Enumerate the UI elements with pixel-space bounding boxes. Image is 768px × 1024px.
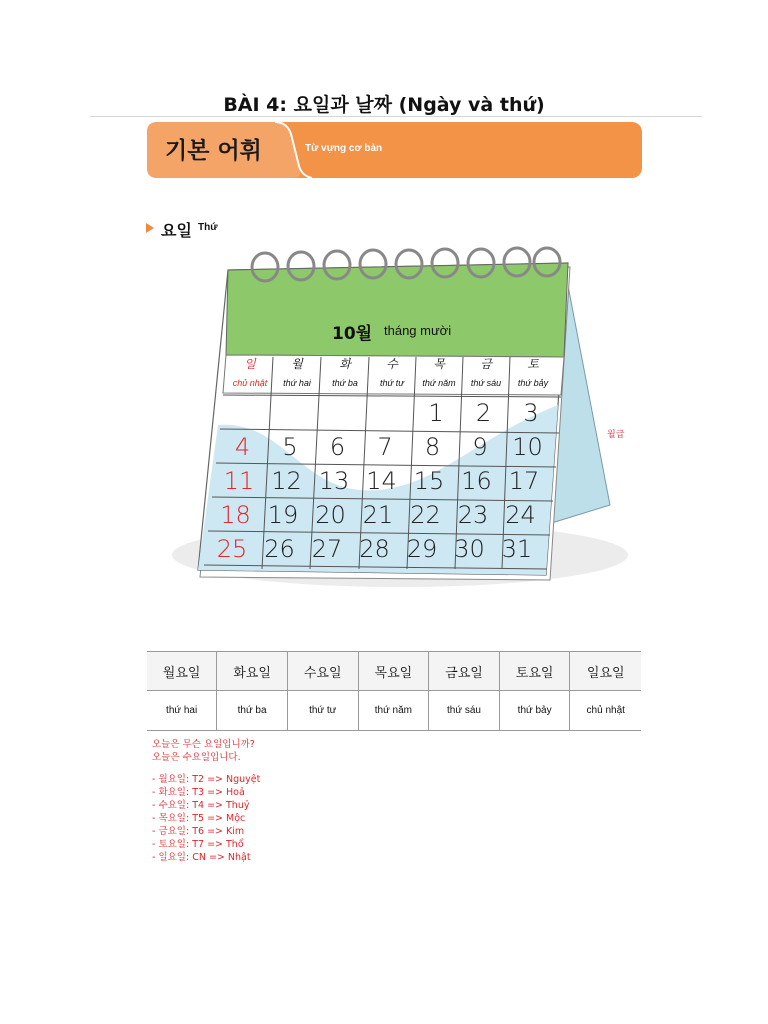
calendar-weekday-vi: thứ bảy [517,378,549,388]
table-cell-ko: 화요일 [217,652,288,691]
desk-calendar [170,245,640,595]
side-label: 월급 [607,430,625,440]
banner-subtitle: Từ vựng cơ bản [305,143,383,154]
calendar-weekday-ko: 일 [244,357,256,371]
calendar-weekday [322,355,368,388]
calendar-weekday-ko: 목 [433,357,445,371]
calendar-weekday-ko: 수 [386,357,398,371]
table-cell-ko: 목요일 [358,652,429,691]
calendar-day: 29 [406,535,438,563]
note-list-item: - 금요일: T6 => Kim [152,826,245,837]
calendar-weekday [416,355,462,388]
table-cell-ko: 수요일 [287,652,358,691]
calendar-weekday [369,355,415,388]
page-title: BÀI 4: 요일과 날짜 (Ngày và thứ) [223,94,545,116]
calendar-day: 4 [234,433,251,461]
banner-title: 기본 어휘 [165,138,262,164]
title-divider [90,116,702,117]
triangle-bullet-icon [146,223,154,233]
calendar-weekday-ko: 토 [527,357,539,371]
calendar-day: 9 [472,433,488,461]
calendar-day: 12 [271,467,302,495]
calendar-day: 8 [424,433,441,461]
calendar-weekday-vi: thứ tư [380,378,404,388]
note-question: 오늘은 무슨 요일입니까? [152,739,255,750]
calendar-day: 16 [461,467,492,495]
calendar-day: 22 [410,501,441,529]
table-cell-vi: chủ nhật [570,691,641,731]
calendar-day: 6 [329,433,346,461]
calendar-day: 31 [501,535,533,563]
calendar-weekday-vi: thứ sáu [470,378,502,388]
calendar-day: 13 [318,467,350,495]
calendar-day: 23 [457,501,489,529]
table-row-vietnamese [147,691,641,731]
calendar-day: 19 [267,501,299,529]
calendar-weekday-ko: 금 [480,357,492,371]
calendar-day: 20 [315,501,346,529]
table-cell-ko: 일요일 [570,652,641,691]
calendar-day: 15 [413,467,445,495]
calendar-weekday-vi: thứ năm [422,378,456,388]
vocab-banner [147,122,642,178]
table-cell-vi: thứ năm [358,691,429,731]
note-list-item: - 일요일: CN => Nhật [152,852,251,863]
calendar-day: 21 [362,501,394,529]
calendar-day: 28 [359,535,390,563]
table-cell-vi: thứ sáu [429,691,500,731]
calendar-day: 17 [508,467,540,495]
calendar-day: 5 [282,433,298,461]
calendar-day: 18 [220,501,251,529]
calendar-weekday [274,355,320,388]
table-cell-vi: thứ tư [287,691,358,731]
section-title-vi: Thứ [198,222,218,233]
section-title-ko: 요일 [161,221,192,240]
table-cell-vi: thứ bảy [499,691,570,731]
calendar-day: 27 [311,535,343,563]
calendar-day: 30 [454,535,485,563]
table-cell-ko: 월요일 [147,652,217,691]
calendar-weekday-ko: 화 [339,357,351,371]
note-list-item: - 토요일: T7 => Thổ [152,839,244,850]
weekday-table [147,651,641,731]
table-cell-ko: 토요일 [499,652,570,691]
calendar-month-ko: 10월 [332,324,373,344]
calendar-weekday [510,355,556,388]
calendar-weekday-ko: 월 [291,357,303,371]
table-cell-ko: 금요일 [429,652,500,691]
calendar-day: 14 [366,467,397,495]
calendar-weekday [463,355,509,388]
table-cell-vi: thứ hai [147,691,217,731]
calendar-day: 26 [264,535,295,563]
note-list [152,773,260,864]
calendar-day: 10 [512,433,543,461]
calendar-day: 24 [505,501,536,529]
calendar-weekday-vi: thứ hai [283,378,311,388]
note-list-item: - 수요일: T4 => Thuỷ [152,800,250,811]
calendar-month-vi: tháng mười [384,323,452,338]
table-row-korean [147,652,641,691]
note-answer: 오늘은 수요일입니다. [152,752,241,763]
calendar-day: 11 [223,467,255,495]
calendar-weekday-vi: chủ nhật [232,378,268,388]
notes-block [152,738,260,864]
calendar-day: 3 [523,399,539,427]
calendar-day: 2 [475,399,492,427]
calendar-weekday [227,355,273,388]
calendar-weekday-vi: thứ ba [332,378,358,388]
table-cell-vi: thứ ba [217,691,288,731]
note-list-item: - 월요일: T2 => Nguyệt [152,774,261,785]
note-list-item: - 화요일: T3 => Hoả [152,787,245,798]
calendar-day: 7 [377,433,393,461]
calendar-day: 25 [216,535,248,563]
note-list-item: - 목요일: T5 => Mộc [152,813,246,824]
calendar-day: 1 [428,399,444,427]
